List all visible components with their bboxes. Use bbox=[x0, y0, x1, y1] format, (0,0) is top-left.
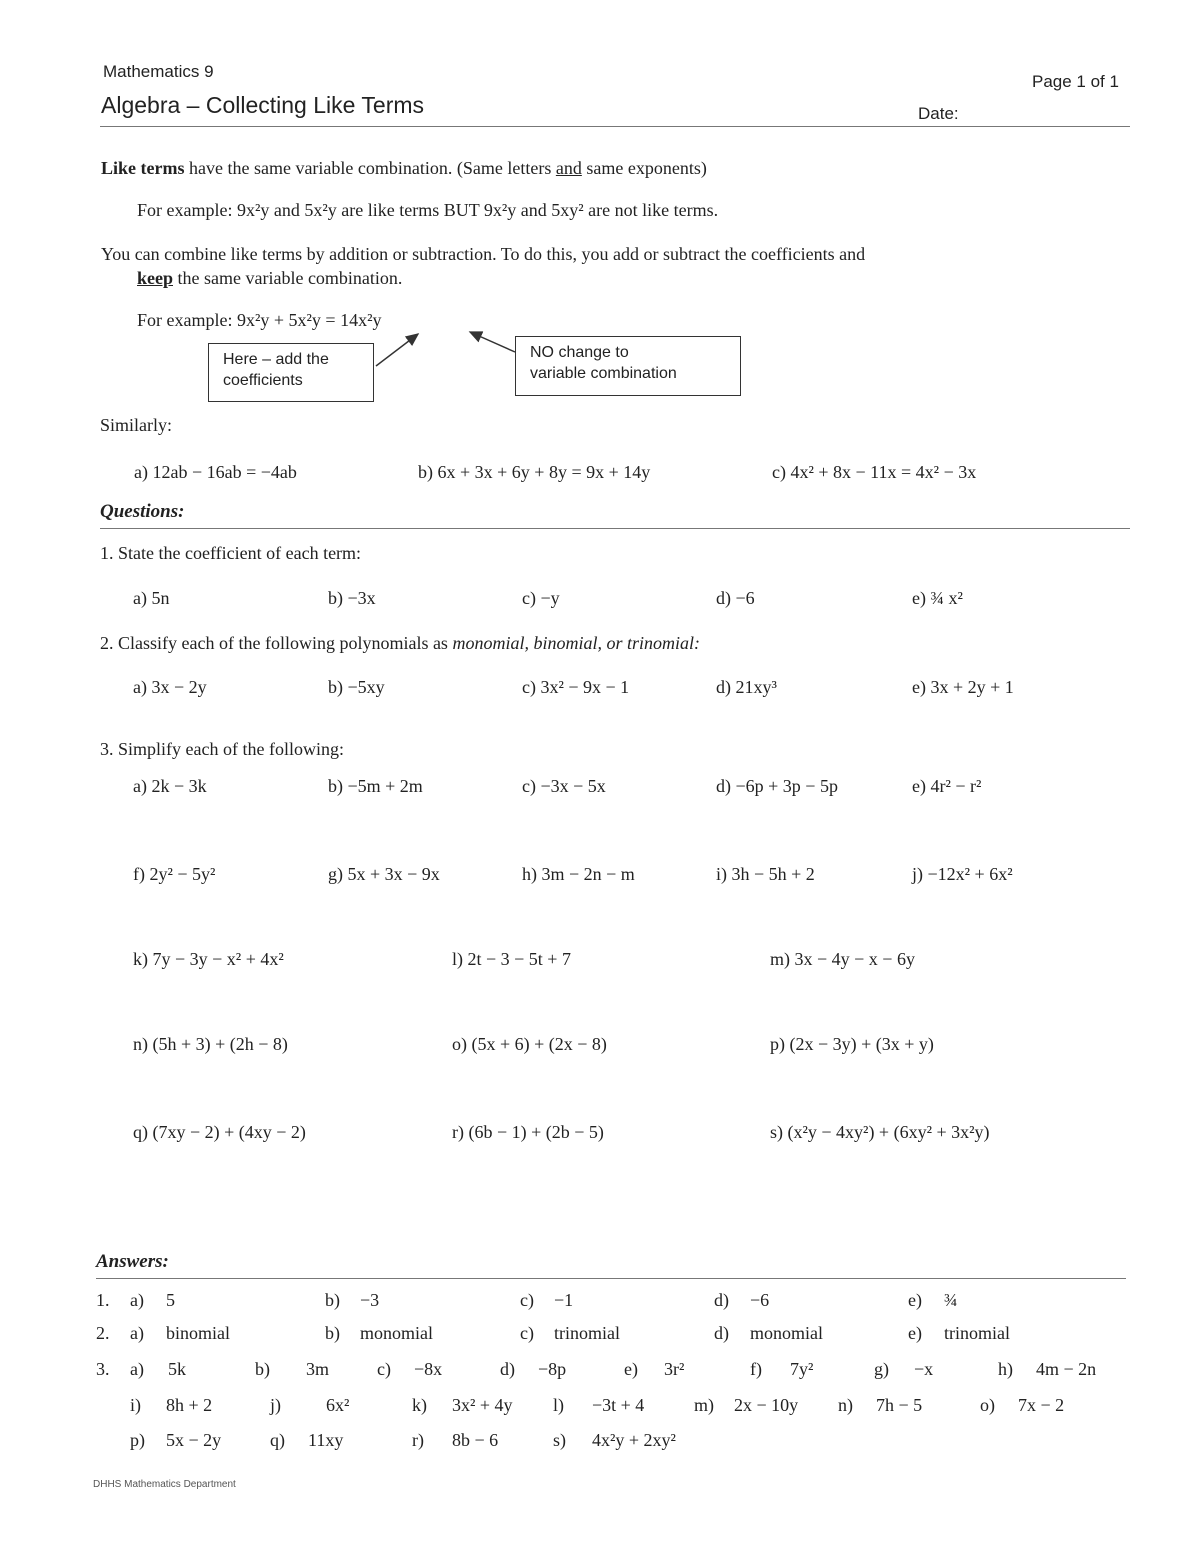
q3-item-s: s) (x²y − 4xy²) + (6xy² + 3x²y) bbox=[770, 1122, 990, 1142]
arrow-to-coefficients bbox=[376, 334, 418, 366]
answer-3r-value: 8b − 6 bbox=[452, 1430, 499, 1450]
q1-item-e: e) ¾ x² bbox=[912, 588, 963, 608]
answer-3p-value: 5x − 2y bbox=[166, 1430, 222, 1450]
and-word: and bbox=[555, 158, 582, 178]
answer-2d-label: d) bbox=[714, 1323, 729, 1343]
q3-item-n: n) (5h + 3) + (2h − 8) bbox=[133, 1034, 288, 1054]
answer-2a-label: a) bbox=[130, 1323, 144, 1343]
answer-2c-label: c) bbox=[520, 1323, 534, 1343]
footer-department: DHHS Mathematics Department bbox=[93, 1479, 236, 1490]
answer-3d-value: −8p bbox=[538, 1359, 567, 1379]
q2-item-a: a) 3x − 2y bbox=[133, 677, 207, 697]
answer-3s-label: s) bbox=[553, 1430, 566, 1450]
answer-3-number: 3. bbox=[96, 1359, 110, 1379]
answer-3o-value: 7x − 2 bbox=[1018, 1395, 1065, 1415]
answer-3k-label: k) bbox=[412, 1395, 427, 1415]
answer-2b-value: monomial bbox=[360, 1323, 433, 1343]
note-box-right-line2: variable combination bbox=[530, 365, 677, 382]
answer-3l-label: l) bbox=[553, 1395, 564, 1415]
similar-example-b: b) 6x + 3x + 6y + 8y = 9x + 14y bbox=[418, 462, 651, 482]
answer-3q-label: q) bbox=[270, 1430, 285, 1450]
answer-2c-value: trinomial bbox=[554, 1323, 620, 1343]
answer-3p-label: p) bbox=[130, 1430, 145, 1450]
q3-item-h: h) 3m − 2n − m bbox=[522, 864, 635, 884]
answer-3g-label: g) bbox=[874, 1359, 889, 1379]
q3-item-m: m) 3x − 4y − x − 6y bbox=[770, 949, 915, 969]
q2-prompt-terms: monomial, binomial, or trinomial: bbox=[452, 633, 700, 653]
questions-rule bbox=[100, 528, 1130, 529]
like-terms-end: same exponents) bbox=[581, 158, 707, 178]
answer-2-number: 2. bbox=[96, 1323, 110, 1343]
answer-2d-value: monomial bbox=[750, 1323, 823, 1343]
answers-rule bbox=[96, 1278, 1126, 1279]
answer-3a-value: 5k bbox=[168, 1359, 186, 1379]
q1-item-d: d) −6 bbox=[716, 588, 755, 608]
answer-3o-label: o) bbox=[980, 1395, 995, 1415]
q3-item-o: o) (5x + 6) + (2x − 8) bbox=[452, 1034, 607, 1054]
like-terms-rest: have the same variable combination. (Same letters bbox=[184, 158, 556, 178]
answer-1e-value: ¾ bbox=[944, 1290, 958, 1310]
answer-3a-label: a) bbox=[130, 1359, 144, 1379]
answer-1c-value: −1 bbox=[554, 1290, 574, 1310]
answer-3h-value: 4m − 2n bbox=[1036, 1359, 1097, 1379]
q3-item-e: e) 4r² − r² bbox=[912, 776, 982, 796]
answer-3q-value: 11xy bbox=[308, 1430, 344, 1450]
q3-item-d: d) −6p + 3p − 5p bbox=[716, 776, 838, 796]
answer-1c-label: c) bbox=[520, 1290, 534, 1310]
answer-3d-label: d) bbox=[500, 1359, 515, 1379]
q2-prompt-start: 2. Classify each of the following polynomials as bbox=[100, 633, 453, 653]
example-like-terms: For example: 9x²y and 5x²y are like terms BUT 9x²y and 5xy² are not like terms. bbox=[137, 200, 719, 220]
like-terms-bold: Like terms bbox=[101, 158, 185, 178]
q3-item-j: j) −12x² + 6x² bbox=[912, 864, 1013, 884]
answer-3k-value: 3x² + 4y bbox=[452, 1395, 513, 1415]
q2-item-b: b) −5xy bbox=[328, 677, 385, 697]
q2-item-d: d) 21xy³ bbox=[716, 677, 777, 697]
similar-example-a: a) 12ab − 16ab = −4ab bbox=[134, 462, 297, 482]
answer-3f-label: f) bbox=[750, 1359, 762, 1379]
answer-3s-value: 4x²y + 2xy² bbox=[592, 1430, 676, 1450]
q3-item-r: r) (6b − 1) + (2b − 5) bbox=[452, 1122, 604, 1142]
q2-item-c: c) 3x² − 9x − 1 bbox=[522, 677, 630, 697]
q1-prompt: 1. State the coefficient of each term: bbox=[100, 543, 362, 563]
answer-1a-value: 5 bbox=[166, 1290, 175, 1310]
note-box-left-line2: coefficients bbox=[223, 372, 303, 389]
answer-3h-label: h) bbox=[998, 1359, 1013, 1379]
date-label: Date: bbox=[918, 104, 959, 123]
answer-3b-value: 3m bbox=[306, 1359, 330, 1379]
answer-3l-value: −3t + 4 bbox=[592, 1395, 645, 1415]
answer-3i-label: i) bbox=[130, 1395, 141, 1415]
course-name: Mathematics 9 bbox=[103, 62, 214, 81]
example-combine: For example: 9x²y + 5x²y = 14x²y bbox=[137, 310, 382, 330]
q3-item-a: a) 2k − 3k bbox=[133, 776, 207, 796]
answer-3e-label: e) bbox=[624, 1359, 638, 1379]
q3-item-c: c) −3x − 5x bbox=[522, 776, 606, 796]
q3-item-i: i) 3h − 5h + 2 bbox=[716, 864, 815, 884]
answer-3g-value: −x bbox=[914, 1359, 934, 1379]
answer-1b-value: −3 bbox=[360, 1290, 380, 1310]
answer-1a-label: a) bbox=[130, 1290, 144, 1310]
worksheet-title: Algebra – Collecting Like Terms bbox=[101, 92, 425, 118]
q3-item-p: p) (2x − 3y) + (3x + y) bbox=[770, 1034, 934, 1054]
similarly-label: Similarly: bbox=[100, 415, 172, 435]
note-box-left-line1: Here – add the bbox=[223, 351, 329, 368]
keep-word: keep bbox=[137, 268, 173, 288]
similar-example-c: c) 4x² + 8x − 11x = 4x² − 3x bbox=[772, 462, 977, 482]
answer-3b-label: b) bbox=[255, 1359, 270, 1379]
q3-item-l: l) 2t − 3 − 5t + 7 bbox=[452, 949, 571, 969]
answer-3n-label: n) bbox=[838, 1395, 853, 1415]
q3-prompt: 3. Simplify each of the following: bbox=[100, 739, 344, 759]
answer-3i-value: 8h + 2 bbox=[166, 1395, 213, 1415]
answer-2e-label: e) bbox=[908, 1323, 922, 1343]
answer-3j-label: j) bbox=[270, 1395, 281, 1415]
answer-1d-label: d) bbox=[714, 1290, 729, 1310]
q1-item-c: c) −y bbox=[522, 588, 560, 608]
answer-2a-value: binomial bbox=[166, 1323, 230, 1343]
answer-3m-value: 2x − 10y bbox=[734, 1395, 799, 1415]
answer-1-number: 1. bbox=[96, 1290, 110, 1310]
questions-heading: Questions: bbox=[100, 501, 185, 522]
q3-item-g: g) 5x + 3x − 9x bbox=[328, 864, 440, 884]
combine-line-1: You can combine like terms by addition or subtraction. To do this, you add or subtract the coefficients and bbox=[101, 244, 866, 264]
q2-item-e: e) 3x + 2y + 1 bbox=[912, 677, 1014, 697]
answers-heading: Answers: bbox=[96, 1251, 169, 1272]
answer-2e-value: trinomial bbox=[944, 1323, 1010, 1343]
q1-item-a: a) 5n bbox=[133, 588, 170, 608]
q1-item-b: b) −3x bbox=[328, 588, 376, 608]
page-indicator: Page 1 of 1 bbox=[1032, 72, 1119, 91]
answer-1e-label: e) bbox=[908, 1290, 922, 1310]
arrow-to-variables bbox=[470, 332, 515, 352]
answer-3r-label: r) bbox=[412, 1430, 424, 1450]
q3-item-q: q) (7xy − 2) + (4xy − 2) bbox=[133, 1122, 306, 1142]
combine-line-2-rest: the same variable combination. bbox=[173, 268, 403, 288]
q3-item-b: b) −5m + 2m bbox=[328, 776, 423, 796]
answer-3c-label: c) bbox=[377, 1359, 391, 1379]
answer-3m-label: m) bbox=[694, 1395, 714, 1415]
q2-prompt bbox=[100, 633, 700, 654]
answer-1b-label: b) bbox=[325, 1290, 340, 1310]
answer-3f-value: 7y² bbox=[790, 1359, 814, 1379]
answer-3c-value: −8x bbox=[414, 1359, 443, 1379]
note-box-right-line1: NO change to bbox=[530, 344, 629, 361]
answer-2b-label: b) bbox=[325, 1323, 340, 1343]
answer-1d-value: −6 bbox=[750, 1290, 770, 1310]
answer-3n-value: 7h − 5 bbox=[876, 1395, 923, 1415]
q3-item-k: k) 7y − 3y − x² + 4x² bbox=[133, 949, 284, 969]
answer-3j-value: 6x² bbox=[326, 1395, 350, 1415]
answer-3e-value: 3r² bbox=[664, 1359, 685, 1379]
q3-item-f: f) 2y² − 5y² bbox=[133, 864, 216, 884]
